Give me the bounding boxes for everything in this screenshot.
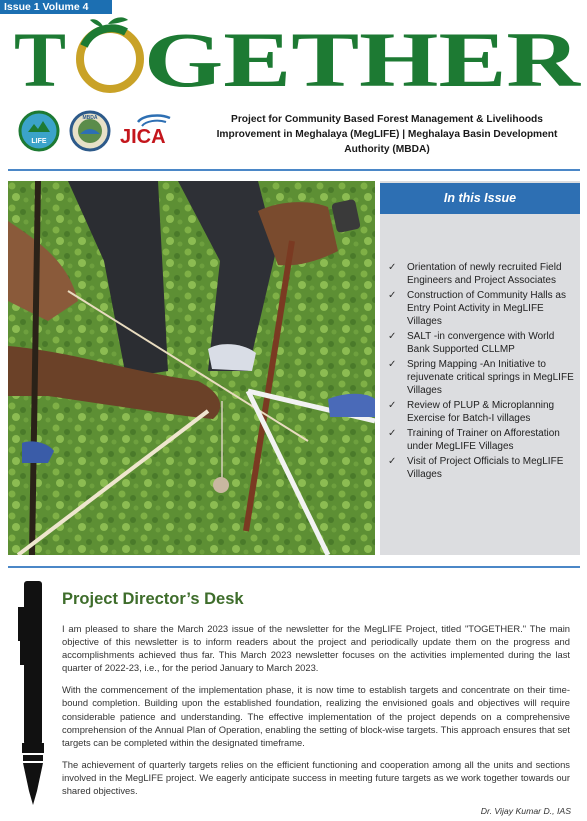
directors-desk-title: Project Director’s Desk [62, 590, 244, 608]
checkmark-icon: ✓ [388, 262, 397, 273]
in-this-issue-header: In this Issue [380, 183, 580, 214]
issue-item-label: Review of PLUP & Microplanning Exercise for Batch-I villages [407, 400, 555, 425]
fountain-pen-icon [10, 577, 54, 809]
issue-item[interactable] [388, 399, 578, 425]
issue-item-label: Visit of Project Officials to MegLIFE Villages [407, 455, 564, 481]
issue-item[interactable] [388, 261, 578, 287]
issue-item-label: Orientation of newly recruited Field Engineers and Project Associates [407, 262, 562, 287]
signature: Dr. Vijay Kumar D., IAS [480, 806, 571, 816]
section-divider [8, 566, 580, 568]
section-divider [8, 169, 580, 171]
meglife-logo [18, 110, 60, 152]
title-letter-t: T [14, 16, 67, 100]
issue-volume-tag: Issue 1 Volume 4 [0, 0, 112, 14]
issue-item[interactable] [388, 358, 578, 398]
checkmark-icon: ✓ [388, 400, 397, 412]
body-paragraph: With the commencement of the implementation phase, it is now time to establish targets and concentrate on their time-bound completion. Building upon the established foundation, realizing the envisioned goals and objectives will require considerable patience and understanding. The effective implementation of the project depends on a comprehensive comprehension of the Annual Plan of Operation, enabling the setting of block-wise targets. This approach ensures that set targets can be completed within the designated timeframe. [62, 684, 570, 748]
issue-item[interactable] [388, 455, 578, 481]
in-this-issue-list [388, 261, 578, 483]
masthead-title [0, 14, 587, 100]
checkmark-icon: ✓ [388, 289, 397, 301]
svg-text:LIFE: LIFE [31, 138, 47, 145]
checkmark-icon: ✓ [388, 331, 397, 343]
issue-item-label: SALT -in convergence with World Bank Supported CLLMP [407, 331, 555, 356]
issue-item[interactable] [388, 289, 578, 329]
field-activity-photo [8, 181, 375, 555]
title-letters-gether: GETHER [144, 16, 583, 100]
directors-desk-body [62, 622, 570, 806]
svg-text:JICA: JICA [120, 126, 166, 148]
issue-item-label: Training of Trainer on Afforestation under MegLIFE Villages [407, 427, 560, 453]
body-paragraph: I am pleased to share the March 2023 issue of the newsletter for the MegLIFE Project, titled "TOGETHER." The main objective of this newsletter is to inform readers about the project and periodically update them on the progress and accomplishments achieved thus far. This March 2023 newsletter focuses on the activities implemented during the last quarter of 2022-23, i.e., for the period January to March 2023. [62, 623, 570, 674]
svg-text:MBDA: MBDA [82, 115, 98, 121]
partner-logos [18, 110, 178, 154]
checkmark-icon: ✓ [388, 427, 397, 439]
issue-item-label: Spring Mapping -An Initiative to rejuvenate critical springs in MegLIFE Villages [407, 358, 574, 397]
issue-item[interactable] [388, 330, 578, 356]
in-this-issue-panel [380, 181, 580, 555]
body-paragraph: The achievement of quarterly targets relies on the efficient functioning and cooperation among all the units and sections involved in the MegLIFE project. We eagerly anticipate success in meeting future targets as we work together towards our shared objectives. [62, 758, 570, 797]
project-description: Project for Community Based Forest Management & Livelihoods Improvement in Meghalaya (MegLIFE) | Meghalaya Basin Development Authority (MBDA) [216, 114, 558, 155]
mbda-logo [69, 110, 111, 152]
jica-logo [120, 110, 174, 152]
o-ring-logo-icon [80, 17, 140, 89]
checkmark-icon: ✓ [388, 455, 397, 467]
issue-item-label: Construction of Community Halls as Entry Point Activity in MegLIFE Villages [407, 289, 566, 328]
issue-item[interactable] [388, 427, 578, 453]
checkmark-icon: ✓ [388, 358, 397, 370]
